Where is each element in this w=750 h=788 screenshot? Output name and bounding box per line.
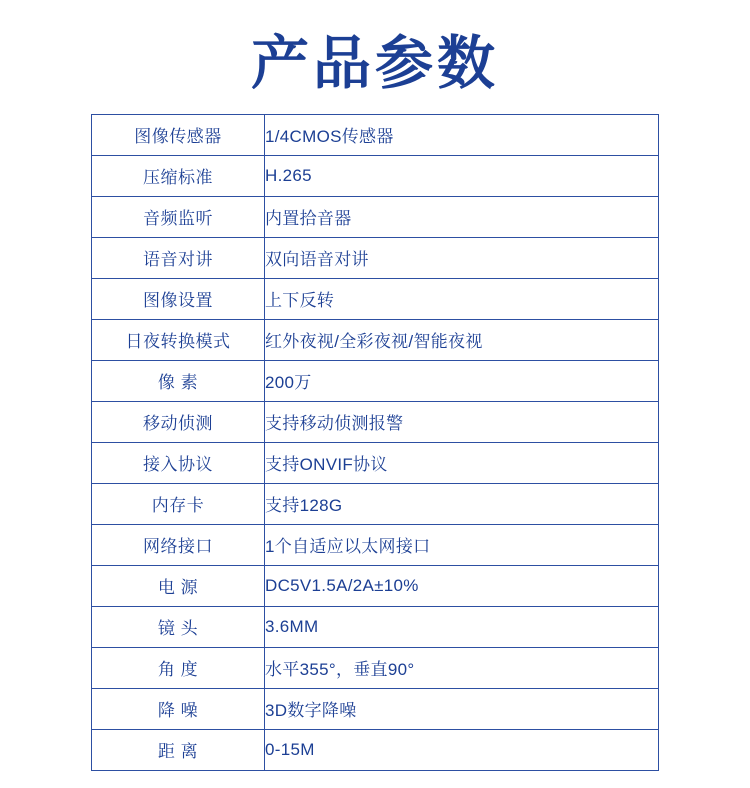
spec-key: 像 素 [92, 360, 265, 401]
table-row [92, 114, 659, 155]
spec-value: 200万 [265, 360, 659, 401]
spec-key: 网络接口 [92, 524, 265, 565]
spec-key: 电 源 [92, 565, 265, 606]
table-row [92, 319, 659, 360]
spec-value: DC5V1.5A/2A±10% [265, 565, 659, 606]
table-row [92, 483, 659, 524]
table-row [92, 688, 659, 729]
table-row [92, 606, 659, 647]
spec-value: H.265 [265, 155, 659, 196]
spec-key: 图像传感器 [92, 114, 265, 155]
table-row [92, 565, 659, 606]
table-row [92, 442, 659, 483]
table-row [92, 729, 659, 770]
spec-key: 音频监听 [92, 196, 265, 237]
spec-table-body [92, 114, 659, 770]
page-title: 产品参数 [250, 29, 499, 97]
spec-key: 图像设置 [92, 278, 265, 319]
product-spec-table [91, 114, 659, 771]
table-row [92, 278, 659, 319]
spec-value: 水平355°，垂直90° [265, 647, 659, 688]
spec-value: 内置拾音器 [265, 196, 659, 237]
table-row [92, 155, 659, 196]
spec-value: 0-15M [265, 729, 659, 770]
table-row [92, 196, 659, 237]
spec-value: 1/4CMOS传感器 [265, 114, 659, 155]
table-row [92, 524, 659, 565]
table-row [92, 237, 659, 278]
spec-value: 支持ONVIF协议 [265, 442, 659, 483]
spec-key: 日夜转换模式 [92, 319, 265, 360]
spec-value: 支持128G [265, 483, 659, 524]
spec-table-wrapper [91, 114, 659, 771]
spec-key: 降 噪 [92, 688, 265, 729]
spec-key: 角 度 [92, 647, 265, 688]
spec-value: 1个自适应以太网接口 [265, 524, 659, 565]
spec-value: 上下反转 [265, 278, 659, 319]
spec-key: 内存卡 [92, 483, 265, 524]
spec-value: 支持移动侦测报警 [265, 401, 659, 442]
table-row [92, 647, 659, 688]
spec-key: 移动侦测 [92, 401, 265, 442]
spec-value: 3D数字降噪 [265, 688, 659, 729]
spec-value: 3.6MM [265, 606, 659, 647]
spec-key: 镜 头 [92, 606, 265, 647]
spec-key: 语音对讲 [92, 237, 265, 278]
spec-key: 压缩标准 [92, 155, 265, 196]
spec-key: 接入协议 [92, 442, 265, 483]
spec-value: 红外夜视/全彩夜视/智能夜视 [265, 319, 659, 360]
spec-key: 距 离 [92, 729, 265, 770]
spec-value: 双向语音对讲 [265, 237, 659, 278]
table-row [92, 360, 659, 401]
table-row [92, 401, 659, 442]
